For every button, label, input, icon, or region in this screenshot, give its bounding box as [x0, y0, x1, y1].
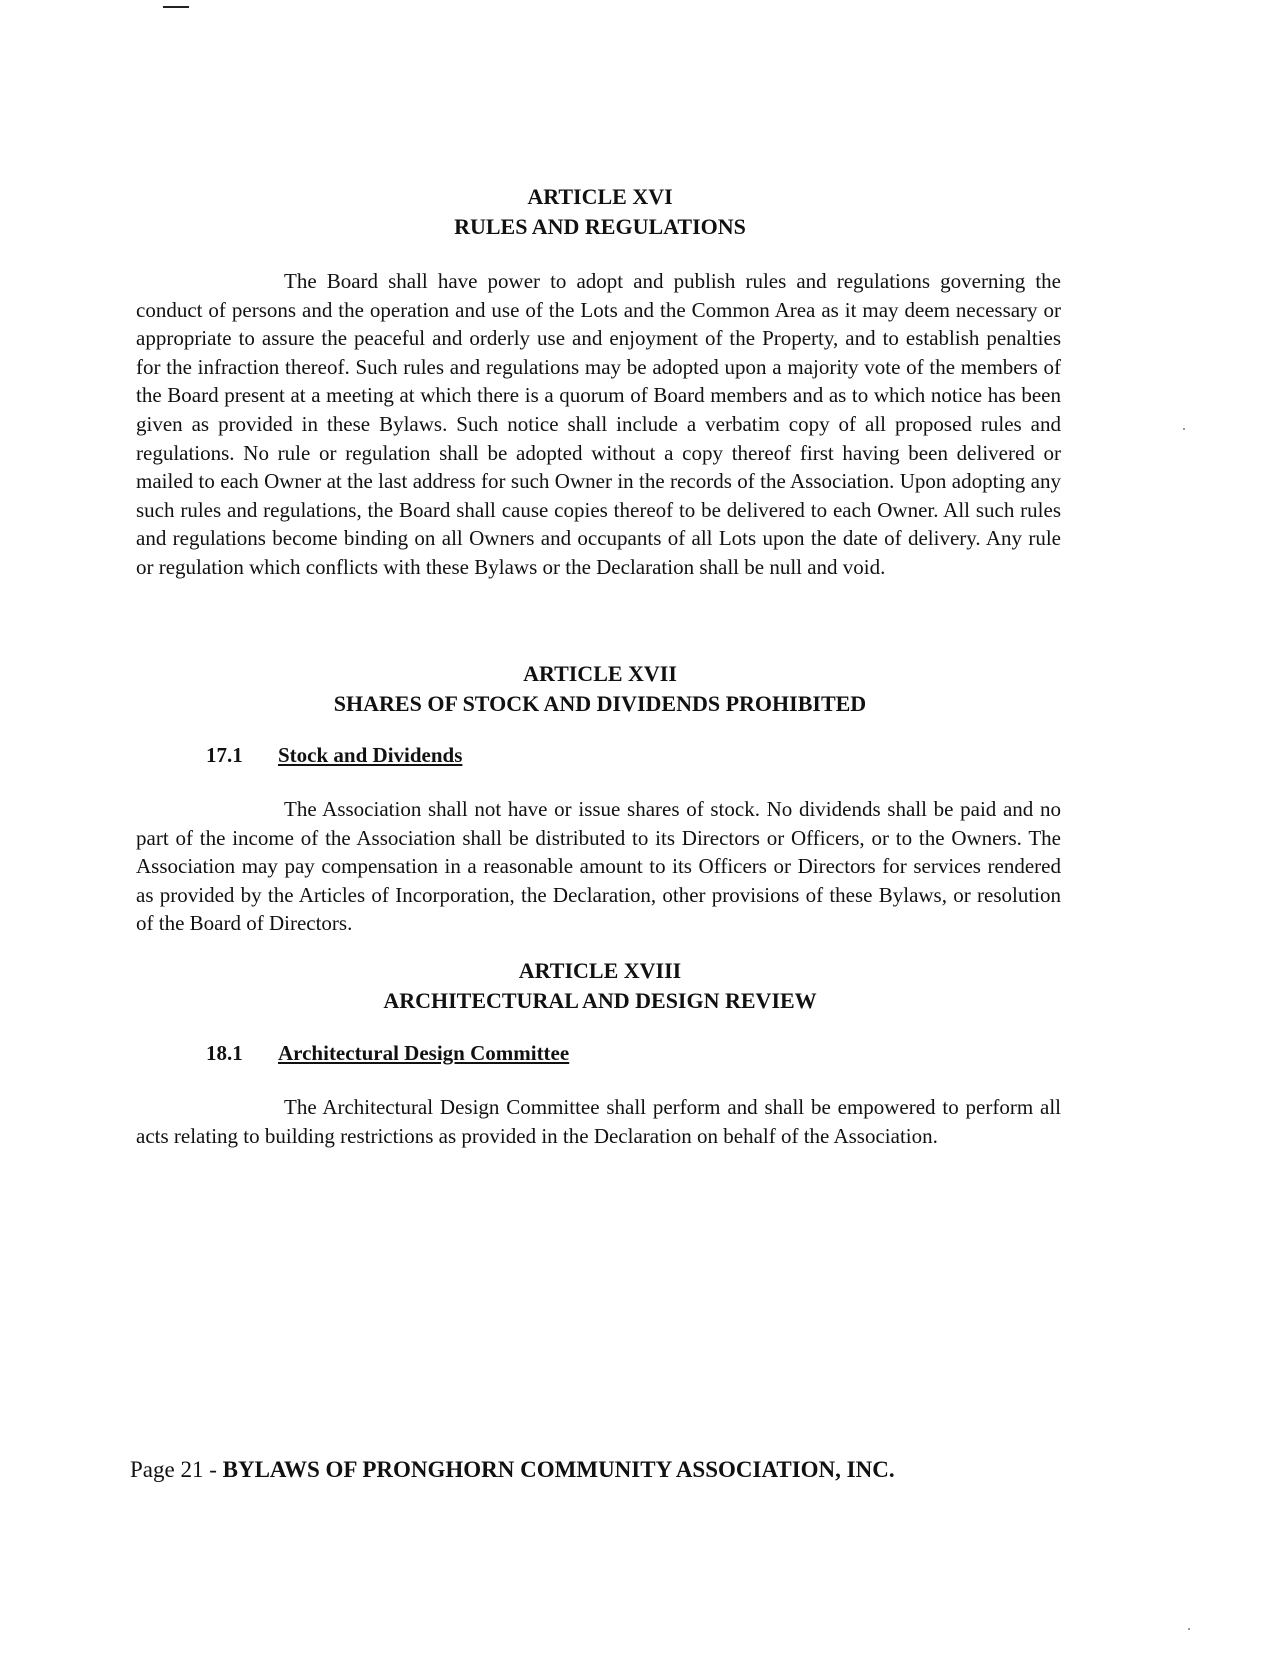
footer-document-title: BYLAWS OF PRONGHORN COMMUNITY ASSOCIATION, INC. [222, 1457, 895, 1482]
scan-speck [1188, 1628, 1190, 1630]
article-xvi-heading [0, 182, 1200, 242]
article-number: ARTICLE XVIII [518, 958, 682, 983]
article-xviii-heading [0, 956, 1200, 1016]
article-title: RULES AND REGULATIONS [454, 214, 746, 239]
article-title: ARCHITECTURAL AND DESIGN REVIEW [383, 988, 817, 1013]
article-title: SHARES OF STOCK AND DIVIDENDS PROHIBITED [333, 691, 867, 716]
article-number: ARTICLE XVII [523, 661, 677, 686]
section-number: 18.1 [206, 1041, 243, 1065]
scan-speck [1183, 428, 1185, 430]
article-number: ARTICLE XVI [527, 184, 673, 209]
section-18-1-heading [206, 1039, 569, 1067]
footer-page-label: Page 21 - [130, 1457, 223, 1482]
article-xvi-paragraph: The Board shall have power to adopt and publish rules and regulations governing the conduct of persons and the operation and use of the Lots and the Common Area as it may deem necessary or appropriate to assure the peaceful and orderly use and enjoyment of the Property, and to establish penalties for the infraction thereof. Such rules and regulations may be adopted upon a majority vote of the members of the Board present at a meeting at which there is a quorum of Board members and as to which notice has been given as provided in these Bylaws. Such notice shall include a verbatim copy of all proposed rules and regulations. No rule or regulation shall be adopted without a copy thereof first having been delivered or mailed to each Owner at the last address for such Owner in the records of the Association. Upon adopting any such rules and regulations, the Board shall cause copies thereof to be delivered to each Owner. All such rules and regulations become binding on all Owners and occupants of all Lots upon the date of delivery. Any rule or regulation which conflicts with these Bylaws or the Declaration shall be null and void. [136, 269, 1061, 579]
section-17-1-heading [206, 741, 462, 769]
section-title: Architectural Design Committee [278, 1041, 570, 1065]
section-title: Stock and Dividends [278, 743, 463, 767]
article-xviii-paragraph: The Architectural Design Committee shall perform and shall be empowered to perform all acts relating to building restrictions as provided in the Declaration on behalf of the Association. [136, 1095, 1061, 1148]
article-xvii-paragraph: The Association shall not have or issue shares of stock. No dividends shall be paid and no part of the income of the Association shall be distributed to its Directors or Officers, or to the Owners. The Association may pay compensation in a reasonable amount to its Officers or Directors for services rendered as provided by the Articles of Incorporation, the Declaration, other provisions of these Bylaws, or resolution of the Board of Directors. [136, 797, 1061, 936]
scan-mark [163, 6, 189, 8]
section-number: 17.1 [206, 743, 243, 767]
article-xvii-heading [0, 659, 1200, 719]
page-footer [130, 1455, 895, 1485]
